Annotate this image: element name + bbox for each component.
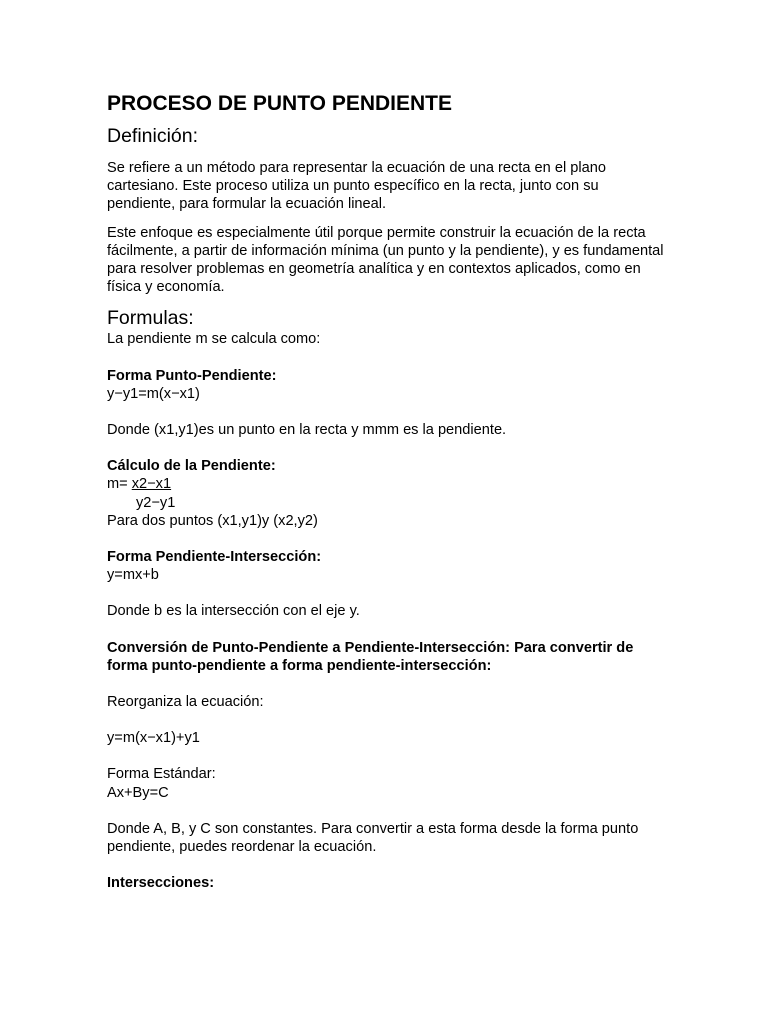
slope-intercept-label: Forma Pendiente-Intersección:: [107, 549, 322, 566]
document-page: [107, 91, 667, 892]
slope-denominator: y2−y1: [136, 494, 176, 511]
standard-form-equation: Ax+By=C: [107, 784, 169, 801]
standard-form-label: Forma Estándar:: [107, 766, 216, 783]
spacer: [107, 711, 667, 729]
definition-paragraph-1: Se refiere a un método para representar la ecuación de una recta en el plano cartesiano. Este proceso utiliza un punto específico en la recta, junto con su pendiente, para formular la ecuación lineal.: [107, 160, 606, 213]
conversion-step: Reorganiza la ecuación:: [107, 694, 264, 711]
document-title: PROCESO DE PUNTO PENDIENTE: [107, 92, 453, 115]
spacer: [107, 747, 667, 765]
formulas-intro: La pendiente m se calcula como:: [107, 331, 321, 348]
slope-calc-note: Para dos puntos (x1,y1)y (x2,y2): [107, 512, 318, 529]
spacer: [107, 802, 667, 820]
spacer: [107, 439, 667, 457]
slope-numerator: x2−x1: [131, 476, 172, 493]
spacer: [107, 349, 667, 367]
point-slope-note: Donde (x1,y1)es un punto en la recta y mmm es la pendiente.: [107, 422, 507, 439]
standard-form-note: Donde A, B, y C son constantes. Para convertir a esta forma desde la forma punto pendiente, puedes reordenar la ecuación.: [107, 820, 639, 856]
spacer: [107, 675, 667, 693]
slope-fraction: [107, 475, 667, 493]
definition-heading: Definición:: [107, 125, 199, 147]
slope-calc-label: Cálculo de la Pendiente:: [107, 458, 276, 475]
spacer: [107, 584, 667, 602]
slope-prefix: m=: [107, 476, 132, 493]
slope-intercept-equation: y=mx+b: [107, 567, 159, 584]
spacer: [107, 621, 667, 639]
definition-paragraph-2: Este enfoque es especialmente útil porque permite construir la ecuación de la recta fácilmente, a partir de información mínima (un punto y la pendiente), y es fundamental para resolver problemas en geometría analítica y en contextos aplicados, como en física y economía.: [107, 224, 664, 296]
point-slope-label: Forma Punto-Pendiente:: [107, 367, 277, 384]
slope-intercept-note: Donde b es la intersección con el eje y.: [107, 603, 360, 620]
intersections-label: Intersecciones:: [107, 875, 215, 892]
conversion-label: Conversión de Punto-Pendiente a Pendiente-Intersección: Para convertir de forma punto-pendiente a forma pendiente-intersección:: [107, 639, 634, 674]
spacer: [107, 530, 667, 548]
spacer: [107, 856, 667, 874]
spacer: [107, 403, 667, 421]
formulas-heading: Formulas:: [107, 307, 194, 330]
point-slope-equation: y−y1=m(x−x1): [107, 385, 200, 402]
conversion-equation: y=m(x−x1)+y1: [107, 730, 200, 747]
